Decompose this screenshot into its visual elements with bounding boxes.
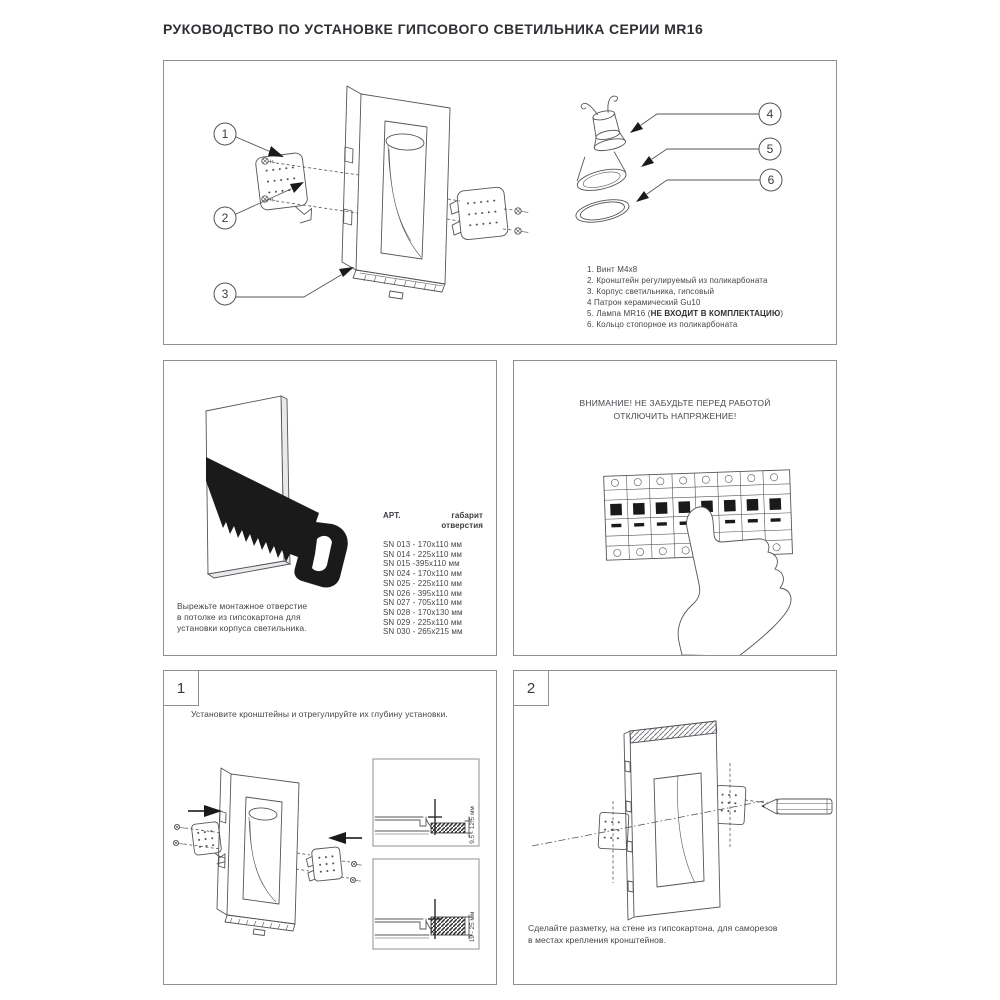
table-header-size: габарит отверстия: [441, 511, 483, 530]
callout-5: [641, 138, 781, 167]
table-row: SN 028 - 170x130 мм: [383, 607, 463, 617]
part-item: 4 Патрон керамический Gu10: [587, 298, 701, 307]
svg-text:2: 2: [221, 211, 229, 225]
svg-text:5: 5: [766, 142, 774, 156]
left-screws: [173, 824, 222, 849]
fixture-body: [624, 721, 720, 920]
svg-text:3: 3: [221, 287, 229, 301]
svg-text:6: 6: [767, 173, 775, 187]
caption-line: Вырежьте монтажное отверстие: [177, 601, 308, 611]
insert-arrow-right: [328, 832, 362, 844]
socket-drawing: [580, 95, 627, 153]
part-item: 3. Корпус светильника, гипсовый: [587, 287, 715, 296]
callout-4: [630, 103, 781, 133]
left-bracket: [255, 152, 313, 228]
callout-1: [214, 123, 284, 157]
svg-text:1: 1: [221, 127, 229, 141]
caption-line: установки корпуса светильника.: [177, 623, 307, 633]
breaker-hand-diagram: [514, 361, 836, 655]
hole-size-table: [383, 511, 483, 637]
warning-panel: [513, 360, 837, 656]
callout-6: [636, 169, 782, 202]
depth-inset-top: [373, 759, 479, 846]
right-bracket: [449, 187, 509, 241]
instruction-line: в местах крепления кронштейнов.: [528, 934, 667, 945]
bracket-install-diagram: [164, 671, 496, 984]
depth-dimension-top: 9.5 - 12.5 мм: [469, 806, 476, 844]
page-title: РУКОВОДСТВО ПО УСТАНОВКЕ ГИПСОВОГО СВЕТИЛЬНИКА СЕРИИ MR16: [163, 21, 704, 37]
caption-line: в потолке из гипсокартона для: [177, 612, 301, 622]
pencil-icon: [762, 799, 832, 814]
part-item: 5. Лампа MR16 (НЕ ВХОДИТ В КОМПЛЕКТАЦИЮ): [587, 309, 784, 318]
right-screws: [296, 853, 362, 883]
insert-arrow-left: [188, 805, 222, 817]
ring-drawing: [574, 196, 631, 227]
table-row: SN 014 - 225x110 мм: [383, 549, 463, 559]
step2-panel: [513, 670, 837, 985]
left-bracket: [191, 821, 226, 866]
part-item: 2. Кронштейн регулируемый из поликарбоната: [587, 276, 768, 285]
table-header-art: АРТ.: [383, 511, 401, 520]
warning-line: ВНИМАНИЕ! НЕ ЗАБУДЬТЕ ПЕРЕД РАБОТОЙ: [579, 398, 771, 408]
fixture-body: [342, 86, 450, 299]
table-row: SN 013 - 170x110 мм: [383, 540, 463, 549]
parts-list: [587, 264, 783, 330]
table-row: SN 024 - 170x110 мм: [383, 569, 463, 579]
table-row: SN 029 - 225x110 мм: [383, 617, 463, 627]
table-row: SN 027 - 705x110 мм: [383, 598, 463, 608]
lamp-drawing: [571, 149, 628, 195]
table-row: SN 025 - 225x110 мм: [383, 578, 463, 588]
right-bracket: [305, 847, 342, 882]
callout-3: [214, 267, 354, 305]
table-row: SN 030 - 265x215 мм: [383, 627, 463, 637]
step2-instruction: [528, 923, 778, 946]
table-row: SN 015 -395x110 мм: [383, 559, 460, 569]
depth-inset-bottom: [373, 859, 479, 949]
step-number-badge: 1: [163, 670, 199, 706]
left-bracket: [598, 812, 629, 849]
table-rows: [383, 540, 483, 637]
warning-line: ОТКЛЮЧИТЬ НАПРЯЖЕНИЕ!: [613, 410, 737, 421]
cutout-caption: [177, 601, 307, 634]
part-item: 1. Винт M4x8: [587, 265, 638, 274]
step-number-badge: 2: [513, 670, 549, 706]
step1-panel: [163, 670, 497, 985]
svg-text:4: 4: [766, 107, 774, 121]
overview-panel: [163, 60, 837, 345]
table-row: SN 026 - 395x110 мм: [383, 588, 463, 598]
table-header: [383, 511, 483, 531]
cutout-panel: [163, 360, 497, 656]
fixture-body: [217, 768, 299, 936]
depth-dimension-bottom: 19 - 25 мм: [469, 911, 476, 943]
pointing-hand: [678, 507, 791, 655]
step1-instruction: Установите кронштейны и отрегулируйте их глубину установки.: [191, 709, 448, 719]
instruction-line: Сделайте разметку, на стене из гипсокартона, для саморезов: [528, 923, 778, 933]
part-item: 6. Кольцо стопорное из поликарбоната: [587, 320, 738, 329]
